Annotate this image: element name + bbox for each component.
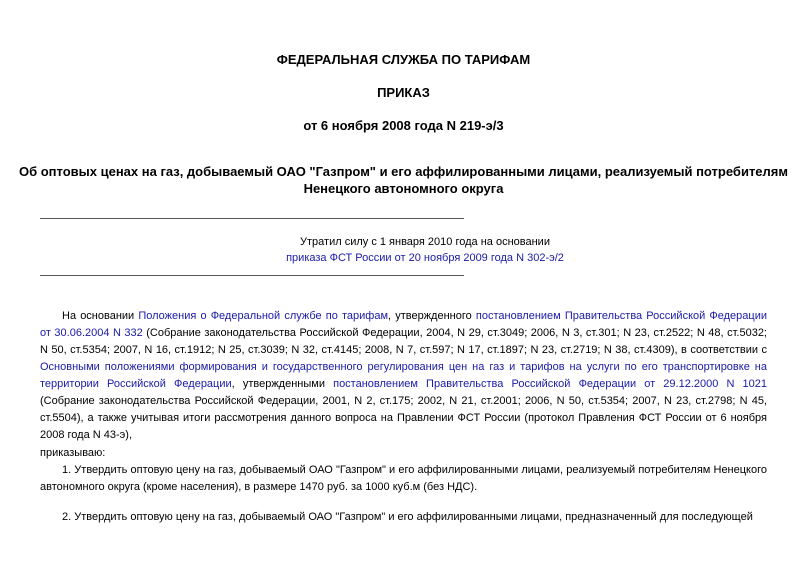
top-divider <box>40 218 464 219</box>
agency-name: ФЕДЕРАЛЬНАЯ СЛУЖБА ПО ТАРИФАМ <box>276 52 531 67</box>
bottom-divider <box>40 275 464 276</box>
status-note-link[interactable]: приказа ФСТ России от 20 ноября 2009 года N 302-э/2 <box>286 252 564 264</box>
basic-provisions-link[interactable]: Основными положениями формирования и государственного регулирования цен на газ и тарифов на услуги по его транспортировке на территории Российской Федерации <box>40 361 767 390</box>
document-title: Об оптовых ценах на газ, добываемый ОАО "Газпром" и его аффилированными лицами, реализуемый потребителям Ненецкого автономного округа <box>18 164 788 196</box>
order-word: приказываю: <box>40 447 106 459</box>
preamble-text-2: , утвержденного <box>388 310 476 322</box>
preamble-text-4: , утвержденными <box>231 378 334 390</box>
preamble-text-5: (Собрание законодательства Российской Федерации, 2001, N 2, ст.175; 2002, N 21, ст.2001; 2006, N 50, ст.5354; 2007, N 23, ст.2798; N 45, ст.5504), а также учитывая итоги рассмотрения данного вопроса на Правлении ФСТ России (протокол Правления ФСТ России от 6 ноября 2008 года N 43-э), <box>40 395 767 441</box>
document-date-number: от 6 ноября 2008 года N 219-э/3 <box>303 118 504 133</box>
order-item-2: 2. Утвердить оптовую цену на газ, добываемый ОАО "Газпром" и его аффилированными лицами, предназначенный для последующей <box>62 511 753 523</box>
preamble-text-3: (Собрание законодательства Российской Федерации, 2004, N 29, ст.3049; 2006, N 3, ст.301; N 23, ст.2522; N 48, ст.5032; N 50, ст.5354; 2007, N 16, ст.1912; N 25, ст.3039; N 32, ст.4145; 2008, N 7, ст.597; N 17, ст.1897; N 23, ст.2719; N 38, ст.4309), в соответствии с <box>40 327 767 356</box>
decree-1021-link[interactable]: постановлением Правительства Российской Федерации от 29.12.2000 N 1021 <box>333 378 768 390</box>
preamble-text-1: На основании <box>62 310 139 322</box>
order-item-1: 1. Утвердить оптовую цену на газ, добываемый ОАО "Газпром" и его аффилированными лицами, реализуемый потребителям Ненецкого автономного округа (кроме населения), в размере 1470 руб. за 1000 куб.м (без НДС). <box>40 464 767 493</box>
document-type: ПРИКАЗ <box>377 85 430 100</box>
regulation-link[interactable]: Положения о Федеральной службе по тарифам <box>138 310 389 322</box>
decree-332-link[interactable]: постановлением Правительства Российской Федерации от 30.06.2004 N 332 <box>40 310 767 339</box>
preamble-paragraph <box>40 308 767 444</box>
status-note-text: Утратил силу с 1 января 2010 года на основании <box>300 236 550 248</box>
